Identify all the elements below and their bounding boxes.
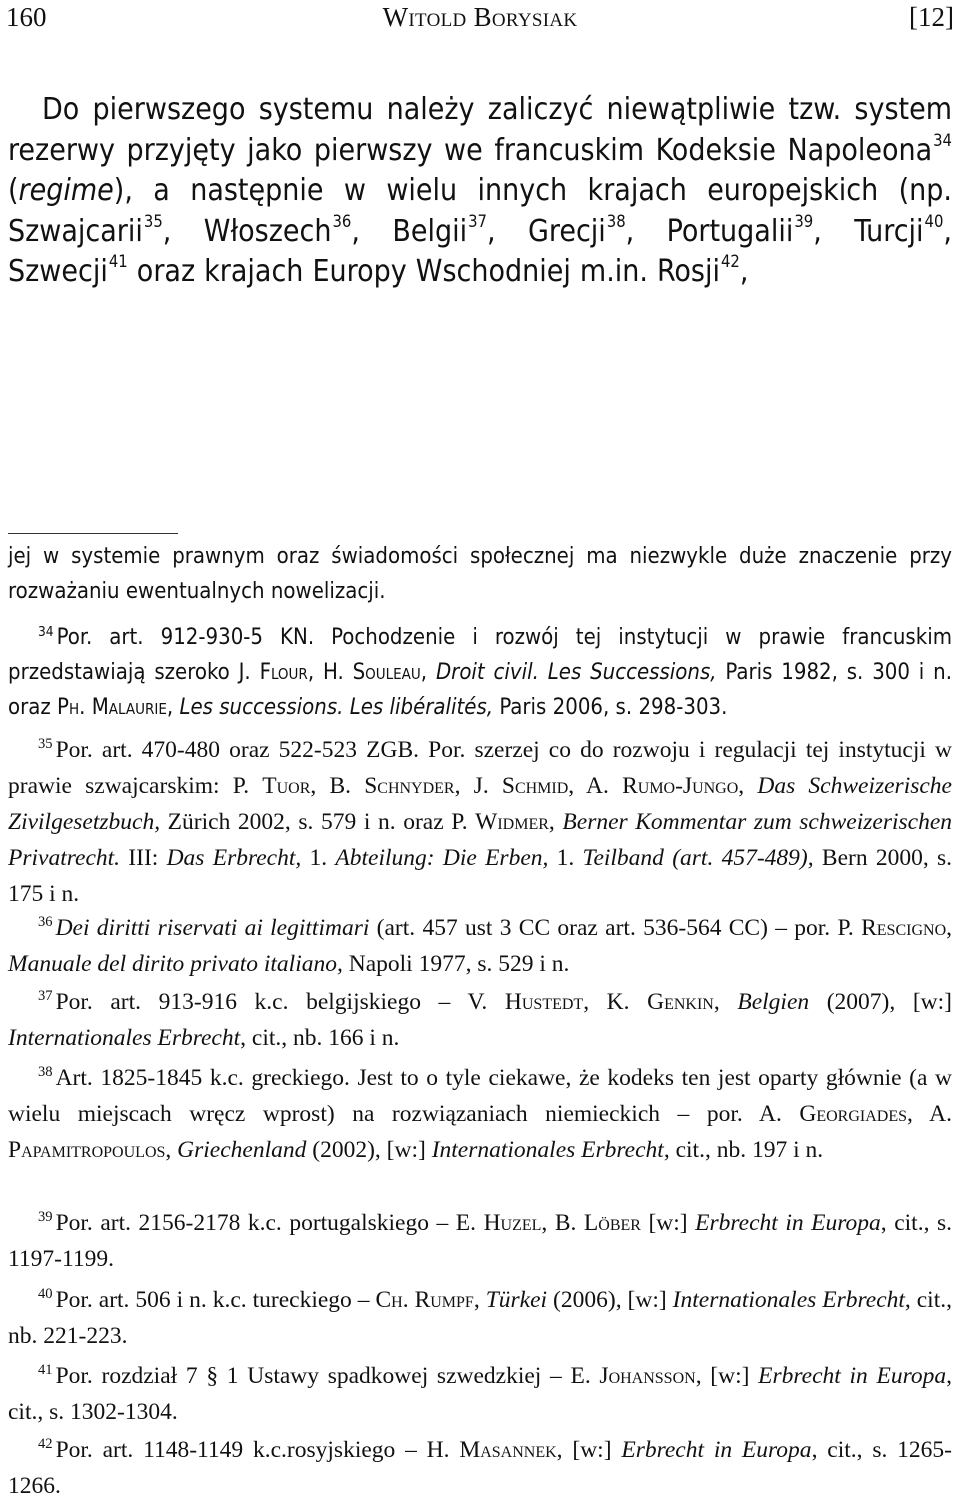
footnote-number: 40 [38, 1285, 53, 1302]
work-title: Internationales Erbrecht [672, 1287, 905, 1313]
text-run: (2007), [w:] [809, 989, 953, 1015]
text-run: , cit., nb. 197 i n. [663, 1137, 824, 1163]
work-title: Manuale del dirito privato italiano, [8, 951, 343, 977]
work-title: Teilband (art. 457-489), [582, 845, 814, 871]
italic-term: regime [18, 173, 114, 209]
text-run: , Włoszech [162, 213, 332, 249]
author-name: Flour [259, 660, 308, 685]
author-name: Schnyder [364, 773, 455, 799]
footnote-number: 42 [38, 1435, 53, 1452]
text-run: , [946, 915, 952, 941]
footnote-38 [8, 1060, 952, 1168]
footnote-number: 35 [38, 735, 53, 752]
work-title: Belgien [737, 989, 810, 1015]
running-head-author: Witold Borysiak [382, 2, 578, 32]
text-run: ), a następnie w wielu innych krajach europejskich (np. Szwajcarii [8, 173, 952, 249]
author-name: Masannek [459, 1437, 557, 1463]
author-name: Hustedt [504, 989, 584, 1015]
text-run: , cit., nb. 166 i n. [240, 1025, 400, 1051]
text-run: Por. art. 506 i n. k.c. tureckiego – [55, 1287, 376, 1313]
footnote-number: 36 [38, 913, 53, 930]
text-run: Por. art. 470-480 oraz 522-523 ZGB. Por. szerzej co do rozwoju i regulacji tej instytucji w prawie szwajcarskim: P. [8, 737, 952, 799]
text-run: oraz krajach Europy Wschodniej m.in. Rosji [127, 254, 720, 290]
text-run: , [713, 989, 738, 1015]
text-run: , cit., s. 1197-1199. [8, 1210, 952, 1272]
text-run: , Portugalii [625, 213, 794, 249]
work-title: Erbrecht in Europa [695, 1210, 881, 1236]
author-name: Ch. Rumpf [375, 1287, 474, 1313]
footnote-number: 38 [38, 1063, 53, 1080]
text-run: , [420, 660, 436, 685]
text-run: (2002), [w:] [306, 1137, 432, 1163]
text-run: , Szwecji [8, 213, 952, 290]
text-run: 1. [548, 845, 583, 871]
text-run: Art. 1825-1845 k.c. greckiego. Jest to o tyle ciekawe, że kodeks ten jest oparty głównie (a w wielu miejscach wręcz wprost) na rozwiązaniach niemieckich – por. A. [8, 1065, 952, 1127]
footnote-37 [8, 984, 952, 1056]
text-run: , Turcji [813, 213, 924, 249]
text-run: , [738, 773, 758, 799]
text-run: Zürich 2002, s. 579 i n. oraz P. [160, 809, 476, 835]
text-run: ( [8, 173, 19, 209]
work-title: Griechenland [177, 1137, 307, 1163]
text-run: Por. art. 2156-2178 k.c. portugalskiego – E. [55, 1210, 484, 1236]
section-number: [12] [909, 2, 954, 32]
text-run: , Belgii [351, 213, 468, 249]
text-run: Por. rozdział 7 § 1 Ustawy spadkowej szwedzkiej – E. [55, 1363, 600, 1389]
text-run: , [166, 695, 180, 720]
text-run: , [473, 1287, 486, 1313]
author-name: Rescigno [861, 915, 947, 941]
author-name: Rumo-Jungo [622, 773, 739, 799]
work-title: Das Schweizerische Zivilgesetzbuch, [8, 773, 952, 835]
author-name: Johansson [599, 1363, 696, 1389]
author-name: Georgiades [799, 1101, 908, 1127]
author-name: Huzel [483, 1210, 542, 1236]
text-run: (art. 457 ust 3 CC oraz art. 536-564 CC) – por. P. [369, 915, 862, 941]
author-name: Genkin [647, 989, 714, 1015]
text-run: , cit., nb. 221-223. [8, 1287, 952, 1349]
work-title: Abteilung: Die Erben, [335, 845, 549, 871]
footnote-42 [8, 1432, 952, 1504]
text-run: , B. [310, 773, 365, 799]
text-run: Napoli 1977, s. 529 i n. [342, 951, 570, 977]
footnote-number: 37 [38, 987, 53, 1004]
text-run: Por. art. 1148-1149 k.c.rosyjskiego – H. [55, 1437, 460, 1463]
footnote-number: 39 [38, 1208, 53, 1225]
text-run: , cit., s. 1265-1266. [8, 1437, 952, 1499]
footnote-36 [8, 910, 952, 982]
text-run: , [w:] [556, 1437, 622, 1463]
author-name: Ph. Malaurie [57, 695, 167, 720]
footnote-ref-41[interactable]: 41 [108, 252, 128, 272]
work-title: Dei diritti riservati ai legittimari [55, 915, 370, 941]
footnote-ref-36[interactable]: 36 [332, 211, 352, 231]
text-run: , H. [307, 660, 353, 685]
text-run: , B. [541, 1210, 584, 1236]
author-name: Löber [583, 1210, 641, 1236]
text-run: , [165, 1137, 178, 1163]
text-run: , J. [454, 773, 502, 799]
text-run: Bern 2000, s. 175 i n. [8, 845, 952, 907]
footnote-34 [8, 620, 952, 725]
work-title: Internationales Erbrecht [431, 1137, 664, 1163]
text-run: , [739, 254, 749, 290]
text-run: , A. [907, 1101, 952, 1127]
footnote-40 [8, 1282, 952, 1354]
footnote-41 [8, 1358, 952, 1430]
text-run: Paris 1982, s. 300 i n. oraz [8, 660, 952, 720]
footnote-separator [8, 533, 178, 534]
work-title: Erbrecht in Europa [621, 1437, 812, 1463]
footnote-ref-34[interactable]: 34 [933, 130, 952, 150]
footnote-ref-35[interactable]: 35 [143, 211, 163, 231]
text-run: Por. art. 912-930-5 KN. Pochodzenie i rozwój tej instytucji w prawie francuskim przedstawiają szeroko J. [8, 625, 952, 685]
footnote-ref-37[interactable]: 37 [468, 211, 487, 231]
running-header [6, 2, 954, 42]
work-title: Das Erbrecht, [166, 845, 302, 871]
text-run: (2006), [w:] [547, 1287, 673, 1313]
text-run: III: [120, 845, 167, 871]
footnote-ref-38[interactable]: 38 [606, 211, 626, 231]
text-run: , Grecji [486, 213, 606, 249]
author-name: Tuor [262, 773, 311, 799]
author-name: Widmer [475, 809, 549, 835]
author-name: Schmid [501, 773, 569, 799]
footnote-35 [8, 732, 952, 912]
footnote-39 [8, 1205, 952, 1277]
work-title: Droit civil. Les Successions, [435, 660, 717, 685]
text-run: 1. [301, 845, 336, 871]
main-paragraph [8, 90, 952, 293]
work-title: Les successions. Les libéralités, [179, 695, 494, 720]
text-run: , [548, 809, 563, 835]
work-title: Berner Kommentar zum schweizerischen Privatrecht. [8, 809, 953, 871]
footnote-ref-42[interactable]: 42 [720, 252, 740, 272]
author-name: Souleau [352, 660, 421, 685]
text-run: , A. [568, 773, 623, 799]
footnote-ref-40[interactable]: 40 [924, 211, 944, 231]
work-title: Türkei [485, 1287, 548, 1313]
page-number: 160 [6, 2, 47, 32]
text-run: Paris 2006, s. 298-303. [493, 695, 728, 720]
text-run: , K. [583, 989, 648, 1015]
text-run: , cit., s. 1302-1304. [8, 1363, 952, 1425]
text-run: Do pierwszego systemu należy zaliczyć niewątpliwie tzw. system rezerwy przyjęty jako pierwszy we francuskim Kodeksie Napoleona [8, 92, 952, 168]
footnote-number: 34 [38, 623, 54, 640]
text-run: , [w:] [695, 1363, 759, 1389]
footnote-ref-39[interactable]: 39 [794, 211, 814, 231]
footnote-number: 41 [38, 1361, 53, 1378]
footnote-continuation: jej w systemie prawnym oraz świadomości społecznej ma niezwykle duże znaczenie przy rozważaniu ewentualnych nowelizacji. [8, 544, 952, 604]
text-run: [w:] [640, 1210, 696, 1236]
work-title: Erbrecht in Europa [758, 1363, 947, 1389]
author-name: Papamitropoulos [8, 1137, 166, 1163]
work-title: Internationales Erbrecht [8, 1025, 241, 1051]
text-run: Por. art. 913-916 k.c. belgijskiego – V. [55, 989, 505, 1015]
